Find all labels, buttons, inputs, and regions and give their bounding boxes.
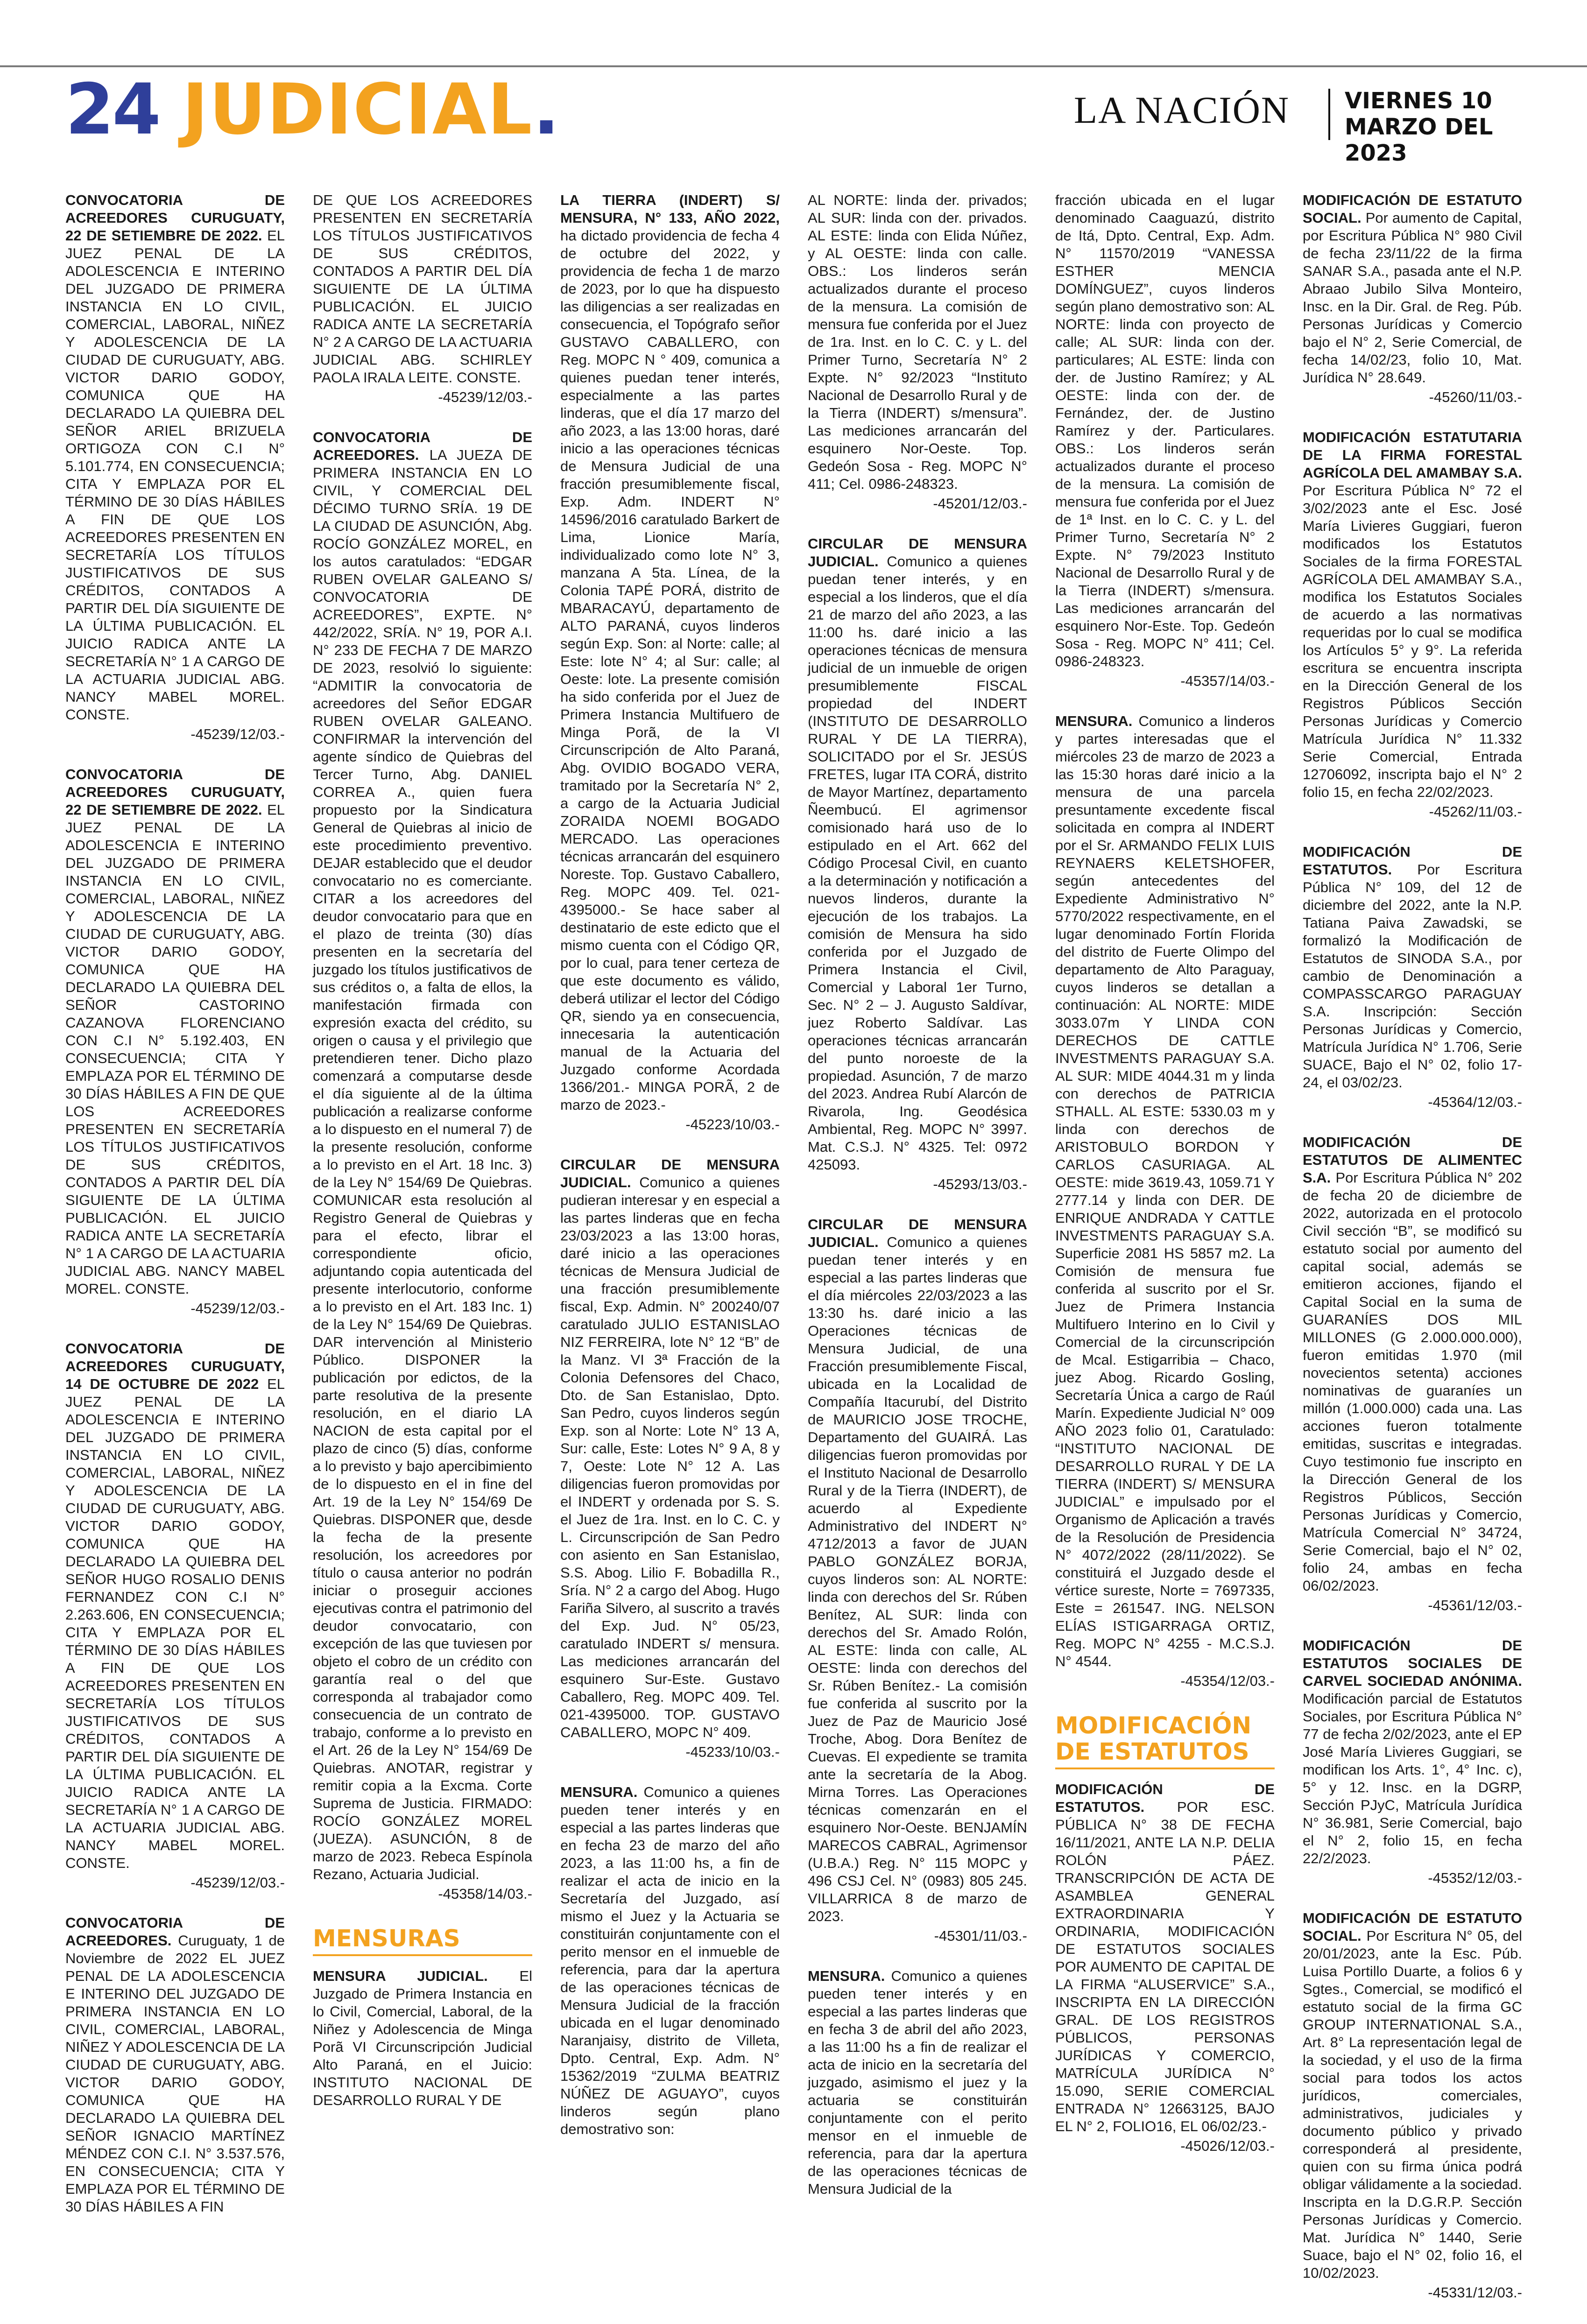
legal-notice <box>65 191 285 743</box>
notice-reference-code: -45233/10/03.- <box>685 1744 780 1760</box>
notice-reference-code: -45293/13/03.- <box>933 1176 1027 1192</box>
notice-title: CIRCULAR DE MENSURA JUDICIAL. <box>560 1156 780 1190</box>
legal-notice <box>1303 1134 1522 1614</box>
issue-date-day: VIERNES 10 <box>1345 88 1492 114</box>
notice-title: CONVOCATORIA DE ACREEDORES. <box>65 1915 285 1949</box>
page-number: 24 <box>65 69 159 150</box>
notice-title: MODIFICACIÓN ESTATUTARIA DE LA FIRMA FORESTAL AGRÍCOLA DEL AMAMBAY S.A. <box>1303 429 1522 481</box>
notice-reference-code: -45352/12/03.- <box>1428 1870 1522 1886</box>
notice-reference-code: -45331/12/03.- <box>1428 2284 1522 2301</box>
notice-body: DE QUE LOS ACREEDORES PRESENTEN EN SECRETARÍA LOS TÍTULOS JUSTIFICATIVOS DE SUS CRÉDITOS, CONTADOS A PARTIR DEL DÍA SIGUIENTE DE LA ÚLTIMA PUBLICACIÓN. EL JUICIO RADICA ANTE LA SECRETARÍA N° 2 A CARGO DE LA ACTUARIA JUDICIAL ABG. SCHIRLEY PAOLA IRALA LEITE. CONSTE. <box>313 192 532 386</box>
legal-notice <box>808 191 1027 513</box>
column-4 <box>808 191 1027 2324</box>
notice-text <box>313 191 532 387</box>
column-1 <box>65 191 285 2324</box>
notice-text <box>560 1156 780 1741</box>
notice-body: fracción ubicada en el lugar denominado Caaguazú, distrito de Itá, Dpto. Central, Exp. Adm. N° 11570/2019 “VANESSA ESTHER MENCIA DOMÍNGUEZ”, cuyos linderos según plano demostrativo son: AL NORTE: linda con proyecto de calle; AL SUR: linda con der. particulares; AL ESTE: linda con der. de Justino Ramírez; y AL OESTE: linda con der. de Fernández, der. de Justino Ramírez y der. Particulares. OBS.: Los linderos serán actualizados durante el proceso de la mensura. La comisión de mensura fue conferida por el Juez de 1ª Inst. en lo C. C. y L. del Primer Turno, Secretaría N° 2 Expte. N° 79/2023 Instituto Nacional de Desarrollo Rural y de la Tierra (INDERT) s/mensura. Las mediciones arrancarán del esquinero Nor-Este. Top. Gedeón Sosa - Reg. MOPC N° 411; Cel. 0986-248323. <box>1055 192 1275 669</box>
column-2 <box>313 191 532 2324</box>
issue-date-month-year: MARZO DEL 2023 <box>1345 114 1493 166</box>
legal-notice <box>65 1914 285 2216</box>
notice-reference-code: -45026/12/03.- <box>1180 2138 1275 2154</box>
notice-reference-code: -45354/12/03.- <box>1180 1673 1275 1689</box>
legal-notice <box>560 1783 780 2138</box>
notice-title: CONVOCATORIA DE ACREEDORES CURUGUATY, 22 DE SETIEMBRE DE 2022. <box>65 192 285 244</box>
section-title-text: JUDICIAL <box>182 69 533 150</box>
notice-title: MODIFICACIÓN DE ESTATUTOS. <box>1055 1781 1275 1815</box>
notice-title: MODIFICACIÓN DE ESTATUTOS. <box>1303 844 1522 878</box>
legal-notice <box>808 1216 1027 1945</box>
section-title-dot: . <box>533 69 561 150</box>
notice-body: Comunico a quienes puedan tener interés y en especial a las partes linderas que el día miércoles 22/03/2023 a las 13:30 hs. daré inicio a las Operaciones técnicas de Mensura Judicial, de una Fracción presumiblemente Fiscal, ubicada en la Localidad de Compañía Itacurubí, del Distrito de MAURICIO JOSE TROCHE, Departamento del GUAIRÁ. Las diligencias fueron promovidas por el Instituto Nacional de Desarrollo Rural y de la Tierra (INDERT), de acuerdo al Expediente Administrativo del INDERT N° 4712/2013 a favor de JUAN PABLO GONZÁLEZ BORJA, cuyos linderos son: AL NORTE: linda con derechos del Sr. Rúben Benítez, AL SUR: linda con derechos del Sr. Amado Rolón, AL ESTE: linda con calle, AL OESTE: linda con derechos del Sr. Rúben Benítez.- La comisión fue conferida al suscrito por la Juez de Paz de Mauricio José Troche, Abog. Dora Benítez de Cuevas. El expediente se tramita ante la secretaría de la Abog. Mirna Torres. Las Operaciones técnicas comenzarán en el esquinero Nor-Oeste. BENJAMÍN MARECOS CABRAL, Agrimensor (U.B.A.) Reg. N° 115 MOPC y 496 CSJ Cel. N° (0983) 805 245. VILLARRICA 8 de marzo de 2023. <box>808 1234 1027 1924</box>
notice-reference-code: -45223/10/03.- <box>685 1116 780 1133</box>
notice-text <box>1303 1909 1522 2282</box>
notice-text <box>1055 1781 1275 2135</box>
notice-title: MENSURA. <box>808 1968 885 1984</box>
notice-text <box>65 1340 285 1872</box>
legal-notice <box>560 191 780 1134</box>
notice-body: Por aumento de Capital, por Escritura Pública N° 980 Civil de fecha 23/11/22 de la firma SANAR S.A., pasada ante el N.P. Abraao Jubilo Silva Monteiro, Insc. en la Dir. Gral. de Reg. Púb. Personas Jurídicas y Comercio bajo el N° 2, Serie Comercial, de fecha 14/02/23, folio 10, Mat. Jurídica N° 28.649. <box>1303 210 1522 386</box>
notice-body: Curuguaty, 1 de Noviembre de 2022 EL JUEZ PENAL DE LA ADOLESCENCIA E INTERINO DEL JUZGADO DE PRIMERA INSTANCIA EN LO CIVIL, COMERCIAL, LABORAL, NIÑEZ Y ADOLESCENCIA DE LA CIUDAD DE CURUGUATY, ABG. VICTOR DARIO GODOY, COMUNICA QUE HA DECLARADO LA QUIEBRA DEL SEÑOR IGNACIO MARTÍNEZ MÉNDEZ CON C.I. N° 3.537.576, EN CONSECUENCIA; CITA Y EMPLAZA POR EL TÉRMINO DE 30 DÍAS HÁBILES A FIN <box>65 1932 285 2215</box>
notice-title: LA TIERRA (INDERT) S/ MENSURA, N° 133, AÑO 2022, <box>560 192 780 226</box>
notice-body: Comunico a quienes pueden tener interés y en especial a las partes linderas que en fecha 3 de abril del año 2023, a las 11:00 hs a fin de realizar el acta de inicio en la secretaría del juzgado, asimismo el juez y la actuaria se constituirán conjuntamente con el perito mensor en el inmueble de referencia, para dar la apertura de las operaciones técnicas de Mensura Judicial de la <box>808 1968 1027 2197</box>
legal-notice <box>313 191 532 406</box>
notice-reference-code: -45357/14/03.- <box>1180 673 1275 689</box>
notice-reference-code: -45239/12/03.- <box>190 1874 285 1891</box>
notice-text <box>1303 429 1522 801</box>
column-5 <box>1055 191 1275 2324</box>
legal-notice <box>1303 429 1522 821</box>
top-rule <box>0 65 1587 67</box>
notice-title: MODIFICACIÓN DE ESTATUTO SOCIAL. <box>1303 192 1522 226</box>
notice-body: Comunico a quienes puedan tener interés, y en especial a los linderos, que el día 21 de marzo del año 2023, a las 11:00 hs. daré inicio a las operaciones técnicas de mensura judicial de un inmueble de origen presumiblemente FISCAL propiedad del INDERT (INSTITUTO DE DESARROLLO RURAL Y DE LA TIERRA), SOLICITADO por el Sr. JESÚS FRETES, lugar ITA CORÁ, distrito de Mayor Martínez, departamento Ñeembucú. El agrimensor comisionado hará uso de lo estipulado en el Art. 662 del Código Procesal Civil, en cuanto a la determinación y notificación a nuevos linderos, durante la ejecución de los trabajos. La comisión de Mensura ha sido conferida por el Juzgado de Primera Instancia el Civil, Comercial y Laboral 1er Turno, Sec. N° 2 – J. Augusto Saldívar, juez Roberto Saldívar. Las operaciones técnicas arrancarán del punto noroeste de la propiedad. Asunción, 7 de marzo del 2023. Andrea Rubí Alarcón de Rivarola, Ing. Geodésica Ambiental, Reg. MOPC N° 3997. Mat. C.S.J. N° 4325. Tel: 0972 425093. <box>808 553 1027 1173</box>
notice-text <box>313 429 532 1883</box>
notice-body: POR ESC. PÚBLICA N° 38 DE FECHA 16/11/2021, ANTE LA N.P. DELIA ROLÓN PÁEZ. TRANSCRIPCIÓN DE ACTA DE ASAMBLEA GENERAL EXTRAORDINARIA Y ORDINARIA, MODIFICACIÓN DE ESTATUTOS SOCIALES POR AUMENTO DE CAPITAL DE LA FIRMA “ALUSERVICE” S.A., INSCRIPTA EN LA DIRECCIÓN GRAL. DE LOS REGISTROS PÚBLICOS, PERSONAS JURÍDICAS Y COMERCIO, MATRÍCULA JURÍDICA N° 15.090, SERIE COMERCIAL ENTRADA N° 12663125, BAJO EL N° 2, FOLIO16, EL 06/02/23.- <box>1055 1799 1275 2134</box>
notice-body: EL JUEZ PENAL DE LA ADOLESCENCIA E INTERINO DEL JUZGADO DE PRIMERA INSTANCIA EN LO CIVIL, COMERCIAL, LABORAL, NIÑEZ Y ADOLESCENCIA DE LA CIUDAD DE CURUGUATY, ABG. VICTOR DARIO GODOY, COMUNICA QUE HA DECLARADO LA QUIEBRA DEL SEÑOR CASTORINO CAZANOVA FLORENCIANO CON C.I N° 5.192.403, EN CONSECUENCIA; CITA Y EMPLAZA POR EL TÉRMINO DE 30 DÍAS HÁBILES A FIN DE QUE LOS ACREEDORES PRESENTEN EN SECRETARÍA LOS TÍTULOS JUSTIFICATIVOS DE SUS CRÉDITOS, CONTADOS A PARTIR DEL DÍA SIGUIENTE DE LA ÚLTIMA PUBLICACIÓN. EL JUICIO RADICA ANTE LA SECRETARÍA N° 1 A CARGO DE LA ACTUARIA JUDICIAL ABG. NANCY MABEL MOREL. CONSTE. <box>65 802 285 1297</box>
legal-notice <box>1055 1781 1275 2155</box>
legal-notice <box>1303 191 1522 406</box>
notice-text <box>1055 712 1275 1670</box>
notice-text <box>65 191 285 724</box>
notice-reference-code: -45201/12/03.- <box>933 495 1027 512</box>
notice-body: Comunico a quienes pudieran interesar y en especial a las partes linderas que en fecha 23/03/2023 a las 13:00 horas, daré inicio a las operaciones técnicas de Mensura Judicial de una fracción presumiblemente fiscal, Exp. Admin. N° 200240/07 caratulado JULIO ESTANISLAO NIZ FERREIRA, lote N° 12 “B” de la Manz. VI 3ª Fracción de la Colonia Defensores del Chaco, Dto. de San Estanislao, Dpto. San Pedro, cuyos linderos según Exp. son al Norte: Lote N° 13 A, Sur: calle, Este: Lotes N° 9 A, 8 y 7, Oeste: Lote N° 12 A. Las diligencias fueron promovidas por el INDERT y ordenada por S. S. el Juez de 1ra. Inst. en lo C. C. y L. Circunscripción de San Pedro con asiento en San Estanislao, S.S. Abog. Lilio F. Bobadilla R., Sría. N° 2 a cargo del Abog. Hugo Fariña Silvero, al suscrito a través del Exp. Jud. N° 05/23, caratulado INDERT s/ mensura. Las mediciones arrancarán del esquinero Sur-Este. Gustavo Caballero, Reg. MOPC 409. Tel. 021-4395000. TOP. GUSTAVO CABALLERO, MOPC N° 409. <box>560 1174 780 1740</box>
notice-body: Comunico a linderos y partes interesadas que el miércoles 23 de marzo de 2023 a las 15:30 horas daré inicio a la mensura de una parcela presuntamente excedente fiscal solicitada en compra al INDERT por el Sr. ARMANDO FELIX LUIS REYNAERS KELETSHOFER, según antecedentes del Expediente Administrativo N° 5770/2022 respectivamente, en el lugar denominado Fortín Florida del distrito de Fuerte Olimpo del departamento de Alto Paraguay, cuyos linderos se detallan a continuación: AL NORTE: MIDE 3033.07m Y LINDA CON DERECHOS DE CATTLE INVESTMENTS PARAGUAY S.A. AL SUR: MIDE 4044.31 m y linda con derechos de PATRICIA STHALL. AL ESTE: 5330.03 m y linda con derechos de ARISTOBULO BORDON Y CARLOS CASURIAGA. AL OESTE: mide 3619.43, 1059.71 Y 2777.14 y linda con DER. DE ENRIQUE ANDRADA Y CATTLE INVESTMENTS PARAGUAY S.A. Superficie 2081 HS 5857 m2. La Comisión de mensura fue conferida al suscrito por el Sr. Juez de Primera Instancia Multifuero Interino en lo Civil y Comercial de la circunscripción de Mcal. Estigarribia – Chaco, juez Abog. Ricardo Gosling, Secretaría Única a cargo de Raúl Marín. Expediente Judicial N° 009 AÑO 2023 folio 01, Caratulado: “INSTITUTO NACIONAL DE DESARROLLO RURAL Y DE LA TIERRA (INDERT) S/ MENSURA JUDICIAL” e impulsado por el Organismo de Aplicación a través de la Resolución de Presidencia N° 4072/2022 (28/11/2022). Se constituirá el Juzgado desde el vértice sureste, Norte = 7697335, Este = 261547. ING. NELSON ELÍAS ISTIGARRAGA ORTIZ, Reg. MOPC N° 4255 - M.C.S.J. N° 4544. <box>1055 713 1275 1669</box>
notice-text <box>808 1216 1027 1925</box>
newspaper-logo: LA NACIÓN <box>1074 89 1290 131</box>
notice-body: El Juzgado de Primera Instancia en lo Civil, Comercial, Laboral, de la Niñez y Adolescencia de Minga Porã VI Circunscripción Judicial Alto Paraná, en el Juicio: INSTITUTO NACIONAL DE DESARROLLO RURAL Y DE <box>313 1968 532 2108</box>
notice-text <box>1055 191 1275 670</box>
notice-reference-code: -45239/12/03.- <box>190 1300 285 1317</box>
section-title <box>182 70 560 149</box>
notice-body: Modificación parcial de Estatutos Sociales, por Escritura Pública N° 77 de fecha 2/02/2023, ante el EP José María Livieres Guggiari, se modifican los Arts. 1°, 4° Inc. c), 5° y 12. Insc. en la DGRP, Sección PJyC, Matrícula Jurídica N° 36.981, Serie Comercial, bajo el N° 2, folio 15, en fecha 22/2/2023. <box>1303 1690 1522 1866</box>
header-divider <box>1328 89 1330 140</box>
notice-reference-code: -45239/12/03.- <box>438 389 532 405</box>
legal-notice <box>313 429 532 1903</box>
notice-text <box>808 191 1027 493</box>
notice-body: Comunico a quienes pueden tener interés y en especial a las partes linderas que en fecha 23 de marzo del año 2023, a las 11:00 hs, a fin de realizar el acta de inicio en la Secretaría del Juzgado, así mismo el Juez y la Actuaria se constituirán conjuntamente con el perito mensor en el inmueble de referencia, para dar la apertura de las operaciones técnicas de Mensura Judicial de la fracción ubicada en el lugar denominado Naranjaisy, distrito de Villeta, Dpto. Central, Exp. Adm. N° 15362/2019 “ZULMA BEATRIZ NÚÑEZ DE AGUAYO”, cuyos linderos según plano demostrativo son: <box>560 1784 780 2137</box>
notice-text <box>65 766 285 1298</box>
notice-text <box>560 1783 780 2138</box>
notice-title: MODIFICACIÓN DE ESTATUTOS SOCIALES DE CARVEL SOCIEDAD ANÓNIMA. <box>1303 1637 1522 1689</box>
notice-text <box>65 1914 285 2216</box>
notice-body: LA JUEZA DE PRIMERA INSTANCIA EN LO CIVIL, Y COMERCIAL DEL DÉCIMO TURNO SRÍA. 19 DE LA CIUDAD DE ASUNCIÓN, Abg. ROCÍO GONZÁLEZ MOREL, en los autos caratulados: “EDGAR RUBEN OVELAR GALEANO S/ CONVOCATORIA DE ACREEDORES”, EXPTE. N° 442/2022, SRÍA. N° 19, POR A.I. N° 233 DE FECHA 7 DE MARZO DE 2023, resolvió lo siguiente: “ADMITIR la convocatoria de acreedores del Señor EDGAR RUBEN OVELAR GALEANO. CONFIRMAR la intervención del agente síndico de Quiebras del Tercer Turno, Abg. DANIEL CORREA A., quien fuera propuesto por la Sindicatura General de Quiebras al inicio de este procedimiento preventivo. DEJAR establecido que el deudor convocatario no es comerciante. CITAR a los acreedores del deudor convocatario para que en el plazo de treinta (30) días presenten en la secretaría del juzgado los títulos justificativos de sus créditos o, a falta de ellos, la manifestación firmada con expresión exacta del crédito, su origen o causa y el privilegio que pretendieren tener. Dicho plazo comenzará a computarse desde el día siguiente al de la última publicación a realizarse conforme a lo dispuesto en el numeral 7) de la presente resolución, conforme a lo previsto en el Art. 18 Inc. 3) de la Ley N° 154/69 De Quiebras. COMUNICAR esta resolución al Registro General de Quiebras y para el efecto, librar el correspondiente oficio, adjuntando copia autenticada del presente interlocutorio, conforme a lo previsto en el Art. 183 Inc. 1) de la Ley N° 154/69 De Quiebras. DAR intervención al Ministerio Público. DISPONER la publicación por edictos, de la parte resolutiva de la presente resolución, en el diario LA NACION de esta capital por el plazo de cinco (5) días, conforme a lo previsto y bajo apercibimiento de lo dispuesto en el in fine del Art. 19 de la Ley N° 154/69 De Quiebras. DISPONER que, desde la fecha de la presente resolución, los acreedores por título o causa anterior no podrán iniciar o proseguir acciones ejecutivas contra el patrimonio del deudor convocatario, con excepción de las que tuviesen por objeto el cobro de un crédito con garantía real o del que corresponda al trabajador como consecuencia de un contrato de trabajo, conforme a lo previsto en el Art. 26 de la Ley N° 154/69 De Quiebras. ANOTAR, registrar y remitir copia a la Excma. Corte Suprema de Justicia. FIRMADO: ROCÍO GONZÁLEZ MOREL (JUEZA). ASUNCIÓN, 8 de marzo de 2023. Rebeca Espínola Rezano, Actuaria Judicial. <box>313 447 532 1882</box>
notice-title: CONVOCATORIA DE ACREEDORES CURUGUATY, 14 DE OCTUBRE DE 2022 <box>65 1340 285 1392</box>
notice-reference-code: -45364/12/03.- <box>1428 1094 1522 1110</box>
notice-reference-code: -45260/11/03.- <box>1429 389 1522 405</box>
notice-reference-code: -45301/11/03.- <box>934 1928 1027 1944</box>
notice-reference-code: -45361/12/03.- <box>1428 1597 1522 1613</box>
section-heading-mensuras: MENSURAS <box>313 1925 532 1956</box>
legal-notice <box>65 1340 285 1892</box>
notice-title: MENSURA. <box>560 1784 638 1800</box>
notice-title: CIRCULAR DE MENSURA JUDICIAL. <box>808 535 1027 570</box>
page-header <box>65 69 1522 166</box>
notice-title: MODIFICACIÓN DE ESTATUTO SOCIAL. <box>1303 1910 1522 1944</box>
notice-reference-code: -45239/12/03.- <box>190 726 285 742</box>
notice-title: CONVOCATORIA DE ACREEDORES CURUGUATY, 22 DE SETIEMBRE DE 2022. <box>65 766 285 818</box>
notice-body: Por Escritura Pública N° 109, del 12 de diciembre del 2022, ante la N.P. Tatiana Paiva Zawadski, se formalizó la Modificación de Estatutos de SINODA S.A., por cambio de Denominación a COMPASSCARGO PARAGUAY S.A. Inscripción: Sección Personas Jurídicas y Comercio, Matrícula Jurídica N° 1.706, Serie SUACE, Bajo el N° 02, folio 17-24, el 03/02/23. <box>1303 861 1522 1091</box>
notice-text <box>1303 191 1522 387</box>
column-3 <box>560 191 780 2324</box>
notice-text <box>808 535 1027 1174</box>
notice-text <box>1303 1637 1522 1867</box>
issue-date <box>1345 88 1522 166</box>
notice-title: CIRCULAR DE MENSURA JUDICIAL. <box>808 1216 1027 1250</box>
column-6 <box>1303 191 1522 2324</box>
notice-title: MENSURA. <box>1055 713 1133 729</box>
notice-title: MENSURA JUDICIAL. <box>313 1968 488 1984</box>
notice-body: EL JUEZ PENAL DE LA ADOLESCENCIA E INTERINO DEL JUZGADO DE PRIMERA INSTANCIA EN LO CIVIL, COMERCIAL, LABORAL, NIÑEZ Y ADOLESCENCIA DE LA CIUDAD DE CURUGUATY, ABG. VICTOR DARIO GODOY, COMUNICA QUE HA DECLARADO LA QUIEBRA DEL SEÑOR HUGO ROSALIO DENIS FERNANDEZ CON C.I N° 2.263.606, EN CONSECUENCIA; CITA Y EMPLAZA POR EL TÉRMINO DE 30 DÍAS HÁBILES A FIN DE QUE LOS ACREEDORES PRESENTEN EN SECRETARÍA LOS TÍTULOS JUSTIFICATIVOS DE SUS CRÉDITOS, CONTADOS A PARTIR DEL DÍA SIGUIENTE DE LA ÚLTIMA PUBLICACIÓN. EL JUICIO RADICA ANTE LA SECRETARÍA N° 1 A CARGO DE LA ACTUARIA JUDICIAL ABG. NANCY MABEL MOREL. CONSTE. <box>65 1376 285 1871</box>
legal-notice <box>1303 1909 1522 2302</box>
notice-text <box>1303 1134 1522 1595</box>
section-heading-modificacion: MODIFICACIÓN DE ESTATUTOS <box>1055 1712 1275 1769</box>
legal-notice <box>1303 843 1522 1111</box>
legal-notice <box>1055 712 1275 1690</box>
notice-body: AL NORTE: linda der. privados; AL SUR: linda con der. privados. AL ESTE: linda con Elida Núñez, y AL OESTE: linda con calle. OBS.: Los linderos serán actualizados durante el proceso de la mensura. La comisión de mensura fue conferida por el Juez de 1ra. Inst. en lo C. C. y L. del Primer Turno, Secretaría N° 2 Expte. N° 92/2023 “Instituto Nacional de Desarrollo Rural y de la Tierra (INDERT) s/mensura”. Las mediciones arrancarán del esquinero Nor-Oeste. Top. Gedeón Sosa - Reg. MOPC N° 411; Cel. 0986-248323. <box>808 192 1027 492</box>
notice-body: Por Escritura Pública N° 202 de fecha 20 de diciembre de 2022, autorizada en el protocolo Civil sección “B”, se modificó su estatuto social por aumento del capital social, además se emitieron acciones, fijando el Capital Social en la suma de GUARANÍES DOS MIL MILLONES (G 2.000.000.000), fueron emitidas 1.970 (mil novecientos setenta) acciones nominativas de guaraníes un millón (1.000.000) cada una. Las acciones fueron totalmente emitidas, suscritas e integradas. Cuyo testimonio fue inscripto en la Dirección General de los Registros Públicos, Sección Personas Jurídicas y Comercio, Matrícula Comercial N° 34724, Serie Comercial, bajo el N° 02, folio 24, ambas en fecha 06/02/2023. <box>1303 1169 1522 1594</box>
notice-title: MODIFICACIÓN DE ESTATUTOS DE ALIMENTEC S.A. <box>1303 1134 1522 1186</box>
legal-notice <box>808 1967 1027 2198</box>
notice-columns <box>65 191 1522 2301</box>
notice-text <box>560 191 780 1114</box>
legal-notice <box>560 1156 780 1761</box>
notice-text <box>313 1967 532 2109</box>
notice-reference-code: -45262/11/03.- <box>1429 803 1522 820</box>
notice-body: EL JUEZ PENAL DE LA ADOLESCENCIA E INTERINO DEL JUZGADO DE PRIMERA INSTANCIA EN LO CIVIL, COMERCIAL, LABORAL, NIÑEZ Y ADOLESCENCIA DE LA CIUDAD DE CURUGUATY, ABG. VICTOR DARIO GODOY, COMUNICA QUE HA DECLARADO LA QUIEBRA DEL SEÑOR ARIEL BRIZUELA ORTIGOZA CON C.I N° 5.101.774, EN CONSECUENCIA; CITA Y EMPLAZA POR EL TÉRMINO DE 30 DÍAS HÁBILES A FIN DE QUE LOS ACREEDORES PRESENTEN EN SECRETARÍA LOS TÍTULOS JUSTIFICATIVOS DE SUS CRÉDITOS, CONTADOS A PARTIR DEL DÍA SIGUIENTE DE LA ÚLTIMA PUBLICACIÓN. EL JUICIO RADICA ANTE LA SECRETARÍA N° 1 A CARGO DE LA ACTUARIA JUDICIAL ABG. NANCY MABEL MOREL. CONSTE. <box>65 227 285 723</box>
notice-body: ha dictado providencia de fecha 4 de octubre del 2022, y providencia de fecha 1 de marzo de 2023, por lo que ha dispuesto las diligencias a ser realizadas en consecuencia, el Topógrafo señor GUSTAVO CABALLERO, con Reg. MOPC N ° 409, comunica a quienes puedan tener interés, especialmente a las partes linderas, que el día 17 marzo del año 2023, a las 13:00 horas, daré inicio a las operaciones técnicas de Mensura Judicial de una fracción presumiblemente fiscal, Exp. Adm. INDERT N° 14596/2016 caratulado Barkert de Lima, Lionice María, individualizado como lote N° 3, manzana A 5ta. Línea, de la Colonia TAPÉ PORÁ, distrito de MBARACAYÚ, departamento de ALTO PARANÁ, cuyos linderos según Exp. Son: al Norte: calle; al Este: lote N° 4; al Sur: calle; al Oeste: lote. La presente comisión ha sido conferida por el Juez de Primera Instancia Multifuero de Minga Porã, de la VI Circunscripción de Alto Paraná, Abg. OVIDIO BOGADO VERA, tramitado por la Secretaría N° 2, a cargo de la Actuaria Judicial ZORAIDA NOEMI BOGADO MERCADO. Las operaciones técnicas arrancarán del esquinero Noreste. Top. Gustavo Caballero, Reg. MOPC 409. Tel. 021-4395000.- Se hace saber al destinatario de este edicto que el mismo cuenta con el Código QR, por lo cual, para tener certeza de que este documento es válido, deberá utilizar el lector del Código QR, siendo ya en consecuencia, innecesaria la autenticación manual de la Actuaria del Juzgado conforme Acordada 1366/201.- MINGA PORÃ, 2 de marzo de 2023.- <box>560 227 780 1113</box>
notice-body: Por Escritura Pública N° 72 el 3/02/2023 ante el Esc. José María Livieres Guggiari, fueron modificados los Estatutos Sociales de la firma FORESTAL AGRÍCOLA DEL AMAMBAY S.A., modifica los Estatutos Sociales de acuerdo a las normativas requeridas por lo cual se modifica los Artículos 5° y 9°. La referida escritura se encuentra inscripta en la Dirección General de los Registros Públicos Sección Personas Jurídicas y Comercio Matrícula Jurídica N° 11.332 Serie Comercial, Entrada 12706092, inscripta bajo el N° 2 folio 15, en fecha 22/02/2023. <box>1303 482 1522 800</box>
legal-notice <box>808 535 1027 1193</box>
legal-notice <box>1055 191 1275 690</box>
legal-notice <box>65 766 285 1317</box>
notice-text <box>1303 843 1522 1092</box>
notice-title: CONVOCATORIA DE ACREEDORES. <box>313 429 532 463</box>
legal-notice <box>313 1967 532 2109</box>
notice-body: Por Escritura N° 05, del 20/01/2023, ante la Esc. Púb. Luisa Portillo Duarte, a folios 6 y Sgtes., Comercial, se modificó el estatuto social de la firma GC GROUP INTERNATIONAL S.A., Art. 8° La representación legal de la sociedad, y el uso de la firma social para todos los actos jurídicos, comerciales, administrativos, judiciales y documento público y privado corresponderá al presidente, quien con su firma única podrá obligar válidamente a la sociedad. Inscripta en la D.G.R.P. Sección Personas Jurídicas y Comercio. Mat. Jurídica N° 1440, Serie Suace, bajo el N° 02, folio 16, el 10/02/2023. <box>1303 1928 1522 2281</box>
notice-reference-code: -45358/14/03.- <box>438 1886 532 1902</box>
legal-notice <box>1303 1637 1522 1887</box>
notice-text <box>808 1967 1027 2198</box>
